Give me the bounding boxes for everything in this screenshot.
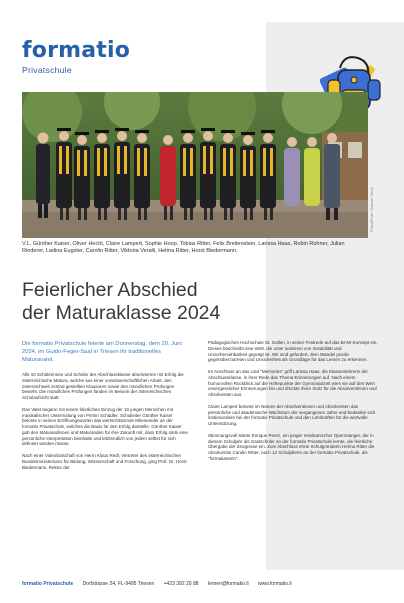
- photo-caption: V.L. Günther Kaiser, Oliver Hecht, Claire Lampert, Sophie Hoop, Tobias Ritter, Felix Breitenstein, Larissa Haas, Robin Rohner, Julian Rinderer, Ladina Eugster, Carolin Ritter, Viktoria Veralli, Helma Ritter, Horst Biedermann.: [22, 241, 345, 254]
- footer-email[interactable]: lernen@formatio.li: [207, 581, 249, 587]
- article-paragraph: Das Valet begann mit einem feierlichen Einzug der 10 jungen Menschen mit musikalischer Untermalung von Pirmin Schädler. Schulleiter Günther Kaiser betonte in seinen Eröffnungsworten das wertschätzende Miteinander an der formatio Privatschule, welches die Basis für den Erfolg darstelle. Günther Kaiser gab den Maturandinnen und Maturanden für ihre Zukunft mit, dass Erfolg stets eine persönliche Interpretation beinhalte und letztendlich von jedem selbst für sich definiert werden müsse.: [22, 406, 188, 447]
- headline-line-1: Feierlicher Abschied: [22, 279, 198, 301]
- graduation-group-photo: [22, 92, 368, 238]
- article-paragraph: Alle 10 Schülerinnen und Schüler der Abschlussklasse absolvierten mit Erfolg die österreichische Matura, welche aus einer vorwissenschaftlichen Arbeit, den österreichweit zentral gestellten Klausuren sowie den mündlichen Prüfungen besteht. Die mündlichen Prüfungen fanden im Beisein der österreichischen Schulaufsicht statt.: [22, 372, 184, 400]
- article-paragraph: Stimmungsvoll leitete Enrique Perez, ein junger mexikanischer Opernsänger, der in diesem Schuljahr als Gastschüler an der formatio Privatschule lernte, die feierliche Übergabe der Zeugnisse ein. Zum Abschluss ehrte Schulgründerin Helma Ritter die Absolventin Carolin Ritter, nach 12 Schuljahren an der formatio Privatschule, als "formatianerin".: [208, 432, 375, 461]
- article-column-right: [208, 340, 380, 468]
- article-paragraph: Claire Lampert betonte im Namen der Absolventinnen und Absolventen das persönliche und akademische Wachstum der vergangenen Jahre und bedankte sich insbesondere bei der formatio Privatschule und den Lehrkräften für die wertvolle Unterstützung.: [208, 403, 376, 426]
- group-photo-illustration: [22, 92, 368, 238]
- logo-wordmark: formatio: [22, 38, 131, 63]
- footer-phone[interactable]: +423 392 20 88: [163, 581, 199, 587]
- article-paragraph: Pädagogischen Hochschule St. Gallen, in seiner Festrede auf das BANI-Konzept ein. Dieses beschreibt eine Welt, die unter anderem von Instabilität und Unvorhersehbarkeit geprägt ist. Wir sind gefordert, dem Wandel positiv gegenüberzutreten und Unsicherheit als Grundlage für das Lernen zu erkennen.: [208, 340, 378, 363]
- article-headline: [22, 279, 372, 325]
- footer-website[interactable]: www.formatio.li: [257, 581, 292, 587]
- photo-credit: Fotos/Foto: Gabriel Zichy: [369, 187, 374, 232]
- article-column-left: [22, 340, 188, 476]
- footer-brand: formatio Privatschule: [22, 581, 74, 587]
- page-footer: [22, 581, 382, 587]
- formatio-logo[interactable]: [22, 40, 130, 75]
- logo-subtitle: Privatschule: [22, 65, 72, 75]
- headline-line-2: der Maturaklasse 2024: [22, 302, 221, 324]
- article-paragraph: Nach einer Videobotschaft von Herrn Klaus Redl, Vertreter des österreichischen Bundesministeriums für Bildung, Wissenschaft und Forschung, ging Prof. Dr. Horst Biedermann, Rektor der: [22, 453, 187, 470]
- article-paragraph: Im Anschluss an das Lied "Memories" griff Larissa Haas, die Klassenlehrerin der Abschlussklasse, in ihrer Rede das Thema Erinnerungen auf. Nach einem humorvollen Rückblick auf die Höhepunkte der Gymnasialzeit wies sie auf den Wert unvergesslicher Erinnerungen hin und drückte ihren Stolz für die Absolventinnen und Absolventen aus.: [208, 369, 377, 397]
- footer-address: Dorfstrasse 24, FL-9495 Triesen: [82, 581, 155, 587]
- article-lead: Die formatio Privatschule feierte am Donnerstag, dem 20. Juni 2024, im Guido-Feger-Saal in Triesen ihr traditionelles Maturavalet.: [22, 341, 182, 363]
